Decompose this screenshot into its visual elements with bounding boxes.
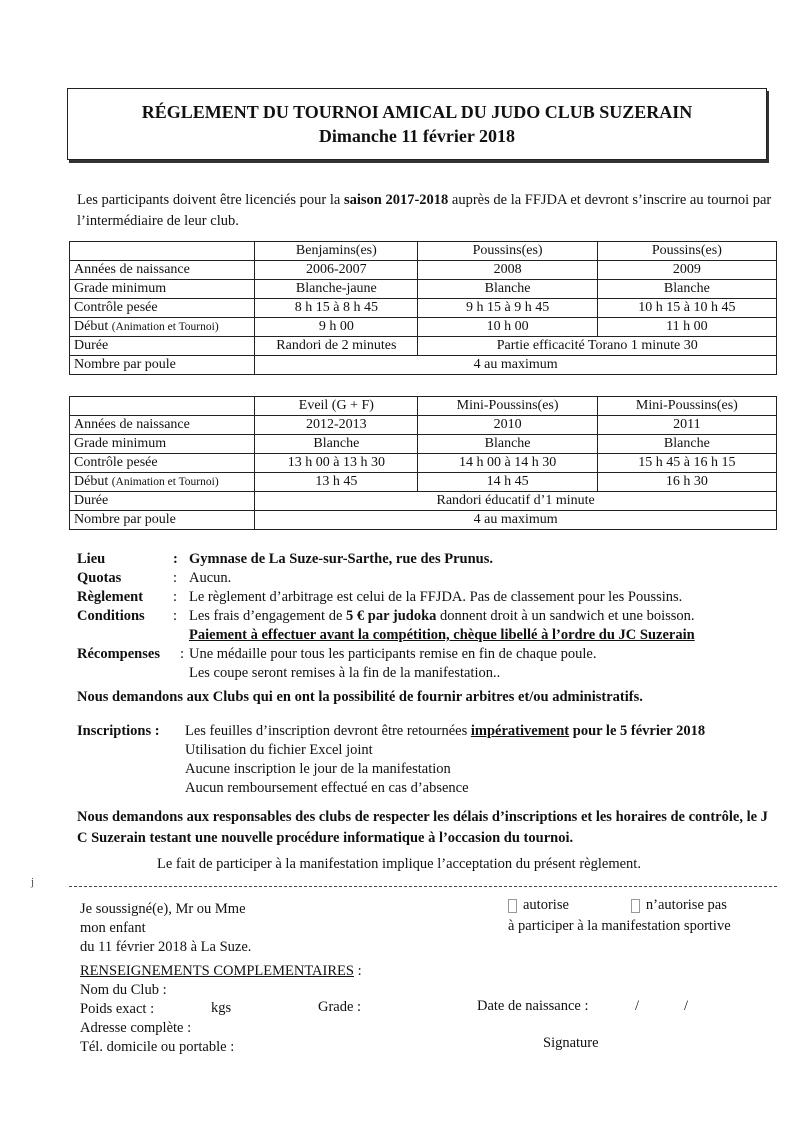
table-header: Poussins(es) [597,242,776,261]
table-cell: Partie efficacité Torano 1 minute 30 [418,337,777,356]
table-header: Mini-Poussins(es) [597,397,776,416]
table-header-row [70,242,777,261]
table-cell: Blanche-jaune [255,280,418,299]
info-key: Règlement [77,589,144,605]
row-label-text: Début [74,474,109,489]
row-label: Années de naissance [70,416,255,435]
table-cell: 14 h 00 à 14 h 30 [418,454,597,473]
info-sep: : [180,646,185,662]
info-row-conditions [77,607,777,626]
table-row [70,454,777,473]
inscriptions-line [185,722,705,741]
table-cell: 13 h 00 à 13 h 30 [255,454,418,473]
inscriptions-line: Aucun remboursement effectué en cas d’absence [185,780,469,796]
table-cell: 2011 [597,416,776,435]
row-label: Grade minimum [70,280,255,299]
table-row [70,337,777,356]
table-cell: 9 h 00 [255,318,418,337]
info-row-reglement [77,588,777,607]
table-cell: 13 h 45 [255,473,418,492]
form-line: Je soussigné(e), Mr ou Mme [80,901,246,917]
table-cell: 2010 [418,416,597,435]
info-row-paiement [77,626,777,645]
table-row [70,280,777,299]
info-value: Aucun. [189,570,232,586]
inscriptions-text: Les feuilles d’inscription devront être retournées [185,723,471,739]
table-row [70,511,777,530]
info-sep-empty [173,626,189,645]
row-label: Durée [70,337,255,356]
table-header: Benjamins(es) [255,242,418,261]
table-cell: Randori de 2 minutes [255,337,418,356]
info-value: Une médaille pour tous les participants remise en fin de chaque poule. [189,646,597,662]
info-row-lieu [77,550,777,569]
info-block [77,550,777,683]
signature-label: Signature [543,1035,599,1051]
kgs-unit: kgs [211,1000,232,1016]
row-label: Nombre par poule [70,511,255,530]
info-row-quotas [77,569,777,588]
heading-text: RENSEIGNEMENTS COMPLEMENTAIRES [80,963,354,979]
form-line: du 11 février 2018 à La Suze. [80,939,252,955]
inscriptions-row [77,779,777,798]
table-cell: 10 h 00 [418,318,597,337]
table-row [70,416,777,435]
heading-suffix: : [353,963,362,979]
date-slash: / [684,998,689,1014]
table-cell: 15 h 45 à 16 h 15 [597,454,776,473]
table-corner [70,397,255,416]
inscriptions-line: Utilisation du fichier Excel joint [185,742,373,758]
participation-text: à participer à la manifestation sportive [508,918,731,934]
row-label: Durée [70,492,255,511]
row-label: Nombre par poule [70,356,255,375]
grade-field-label: Grade : [318,999,362,1015]
acceptance-line: Le fait de participer à la manifestation implique l’acceptation du présent règlement. [157,856,641,872]
inscriptions-key-empty [77,741,185,760]
info-key-empty [77,664,173,683]
inscriptions-key: Inscriptions : [77,723,160,739]
info-key: Récompenses [77,646,160,662]
info-value: Les coupe seront remises à la fin de la manifestation.. [189,665,501,681]
form-line: mon enfant [80,920,146,936]
date-slash: / [635,998,640,1014]
table-row [70,435,777,454]
table-cell: 4 au maximum [255,356,777,375]
row-label: Années de naissance [70,261,255,280]
inscriptions-deadline: pour le 5 février 2018 [569,723,706,739]
inscriptions-emphasis: impérativement [470,723,570,739]
conditions-text-end: donnent droit à un sandwich et une boisson. [436,608,695,624]
row-label: Contrôle pesée [70,299,255,318]
inscriptions-key-empty [77,779,185,798]
inscriptions-key-empty [77,760,185,779]
table-header: Mini-Poussins(es) [418,397,597,416]
table-row [70,473,777,492]
document-title: RÉGLEMENT DU TOURNOI AMICAL DU JUDO CLUB SUZERAIN [141,102,693,122]
table-header: Poussins(es) [418,242,597,261]
birthdate-field-label: Date de naissance : [477,998,589,1014]
info-key-empty [77,626,173,645]
table-cell: 2006-2007 [255,261,418,280]
schedule-table-1 [69,241,777,375]
authorization-choices [508,895,731,916]
table-row [70,356,777,375]
table-cell: 2012-2013 [255,416,418,435]
n-autorise-label: n’autorise pas [645,897,727,913]
info-value: Le règlement d’arbitrage est celui de la FFJDA. Pas de classement pour les Poussins. [189,589,683,605]
table-header-row [70,397,777,416]
authorization-form [80,900,251,957]
table-cell: 16 h 30 [597,473,776,492]
table-cell: Randori éducatif d’1 minute [255,492,777,511]
intro-paragraph [77,190,777,232]
info-key: Conditions [77,608,145,624]
table-corner [70,242,255,261]
info-sep-empty [173,664,189,683]
table-row [70,492,777,511]
weight-field-label: Poids exact : [80,1001,155,1017]
document-date: Dimanche 11 février 2018 [318,126,516,146]
club-field-label: Nom du Club : [80,982,167,998]
info-value [189,607,777,626]
info-value: Gymnase de La Suze-sur-Sarthe, rue des Prunus. [189,551,493,567]
intro-text-end: auprès de la FFJDA et devront s’inscrire au tournoi par l’intermédiaire de leur club. [77,192,772,229]
row-label-note: (Animation et Tournoi) [111,321,219,333]
inscriptions-row [77,722,777,741]
table-cell: Blanche [597,435,776,454]
inscriptions-line: Aucune inscription le jour de la manifestation [185,761,451,777]
additional-info-heading [80,962,362,981]
stray-mark: j [31,876,35,888]
table-cell: 10 h 15 à 10 h 45 [597,299,776,318]
cut-line [69,886,777,887]
info-row-recompenses [77,645,777,664]
table-cell: 2008 [418,261,597,280]
row-label-text: Début [74,319,109,334]
info-row-recompenses-2 [77,664,777,683]
autorise-label: autorise [523,897,569,913]
table-cell: 9 h 15 à 9 h 45 [418,299,597,318]
inscriptions-row [77,760,777,779]
payment-note: Paiement à effectuer avant la compétition, chèque libellé à l’ordre du JC Suzerain [189,627,695,643]
inscriptions-row [77,741,777,760]
table-cell: 8 h 15 à 8 h 45 [255,299,418,318]
table-row [70,299,777,318]
table-cell: Blanche [255,435,418,454]
n-autorise-checkbox[interactable] [631,899,640,913]
table-cell: 4 au maximum [255,511,777,530]
row-label: Contrôle pesée [70,454,255,473]
info-sep: : [173,608,178,624]
info-key: Lieu [77,551,106,567]
schedule-table-2 [69,396,777,530]
table-cell: 14 h 45 [418,473,597,492]
inscriptions-block [77,722,777,798]
address-field-label: Adresse complète : [80,1020,192,1036]
info-sep: : [173,589,178,605]
table-cell: Blanche [597,280,776,299]
respect-paragraph: Nous demandons aux responsables des clubs de respecter les délais d’inscriptions et les horaires de contrôle, le J C Suzerain testant une nouvelle procédure informatique à l’occasion du tournoi. [77,809,768,846]
table-row [70,261,777,280]
table-header: Eveil (G + F) [255,397,418,416]
conditions-text: Les frais d’engagement de [189,608,347,624]
authorization-options [508,895,731,937]
row-label [70,473,255,492]
clubs-request: Nous demandons aux Clubs qui en ont la possibilité de fournir arbitres et/ou administratifs. [77,689,643,705]
autorise-checkbox[interactable] [508,899,517,913]
table-cell: Blanche [418,435,597,454]
row-label [70,318,255,337]
phone-field-label: Tél. domicile ou portable : [80,1039,235,1055]
row-label-note: (Animation et Tournoi) [111,476,219,488]
intro-text: Les participants doivent être licenciés pour la [77,192,344,208]
table-cell: Blanche [418,280,597,299]
conditions-fee: 5 € par judoka [346,608,437,624]
info-sep: : [173,551,178,567]
info-sep: : [173,570,178,586]
row-label: Grade minimum [70,435,255,454]
table-cell: 2009 [597,261,776,280]
table-row [70,318,777,337]
intro-season: saison 2017-2018 [343,192,449,208]
info-key: Quotas [77,570,122,586]
table-cell: 11 h 00 [597,318,776,337]
title-box [67,88,767,160]
